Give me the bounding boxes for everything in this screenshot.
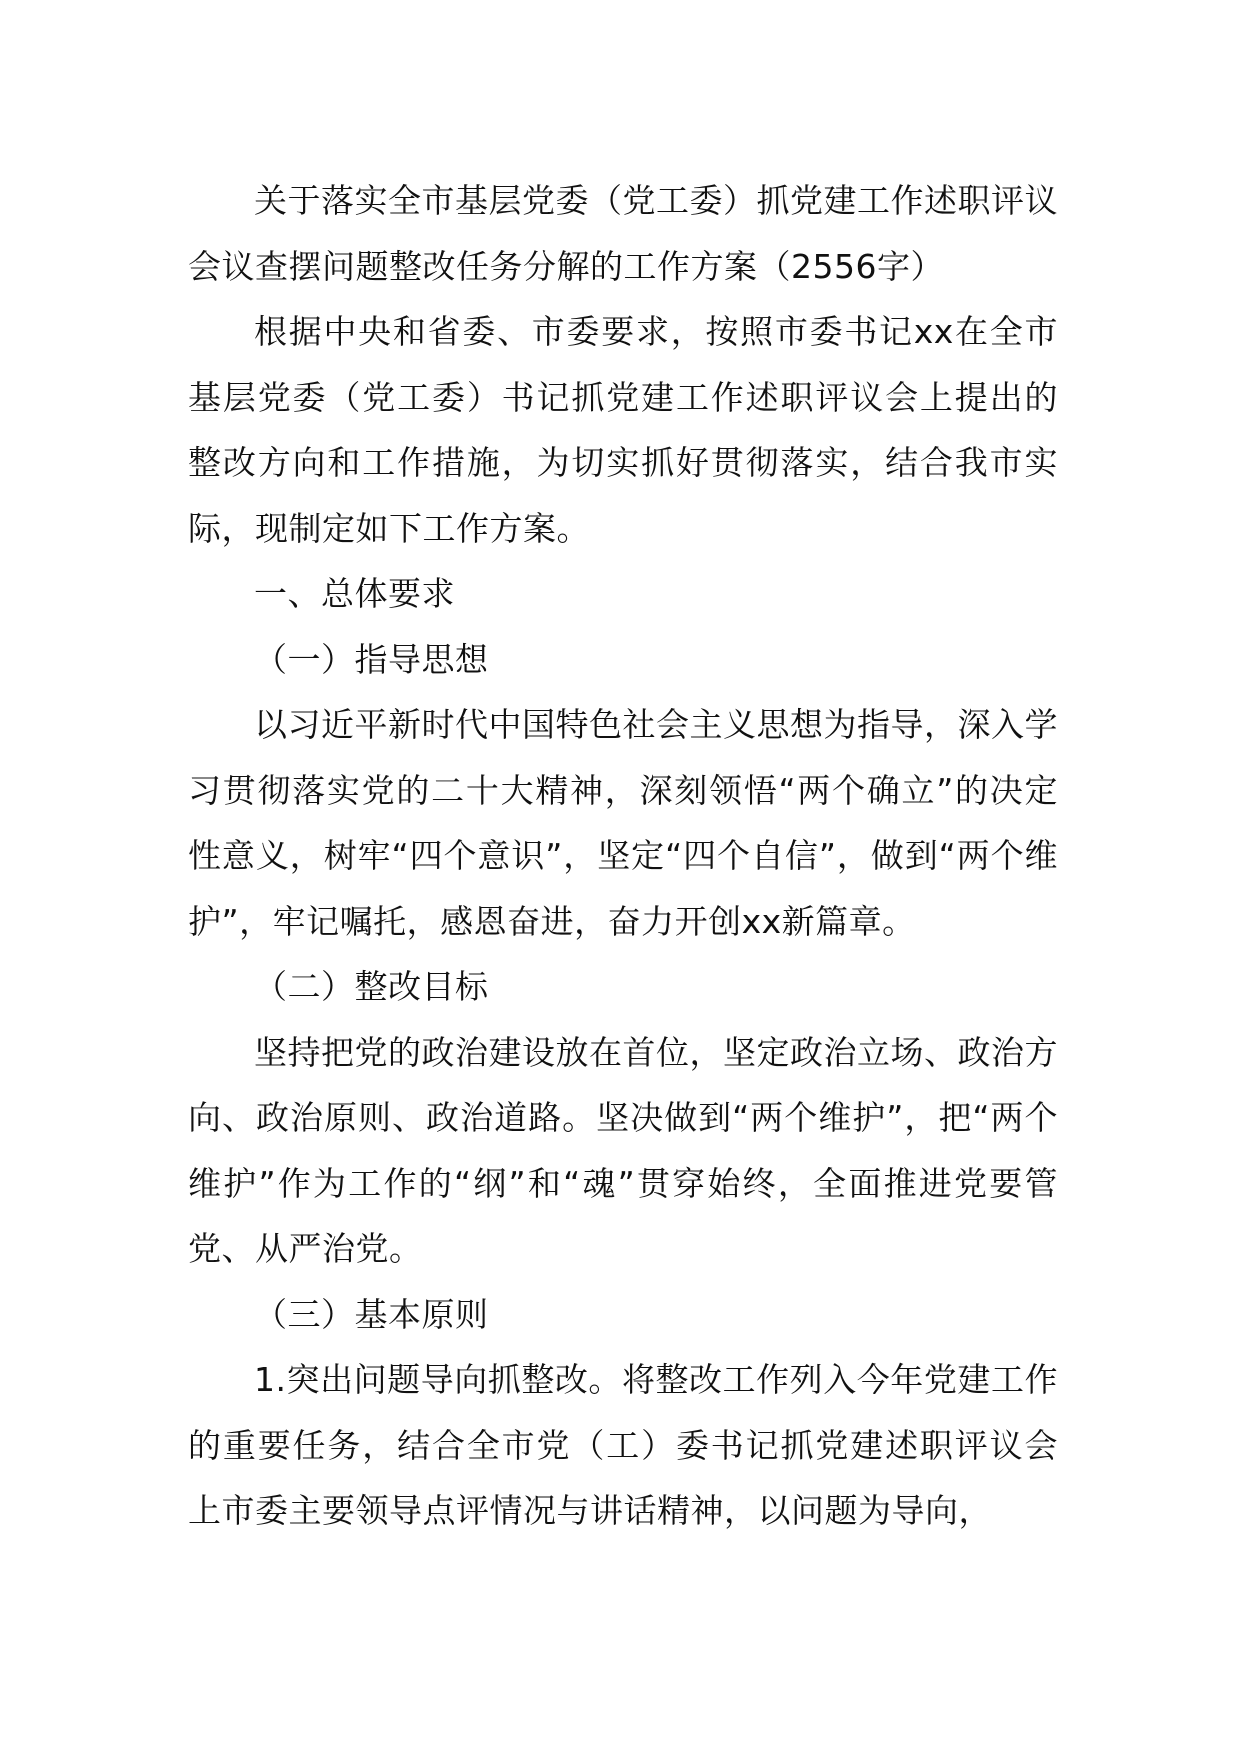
subheading-rectification-goals: （二）整改目标 — [254, 967, 489, 1006]
paragraph-rectification-goals: 坚持把党的政治建设放在首位，坚定政治立场、政治方向、政治原则、政治道路。坚决做到“两个维护”，把“两个维护”作为工作的“纲”和“魂”贯穿始终，全面推进党要管党、从严治党。 — [188, 1032, 1058, 1268]
paragraph-intro: 根据中央和省委、市委要求，按照市委书记xx在全市基层党委（党工委）书记抓党建工作述职评议会上提出的整改方向和工作措施，为切实抓好贯彻落实，结合我市实际，现制定如下工作方案。 — [188, 312, 1058, 548]
section-heading-general-requirements: 一、总体要求 — [254, 574, 455, 613]
paragraph-guiding-ideology: 以习近平新时代中国特色社会主义思想为指导，深入学习贯彻落实党的二十大精神，深刻领悟“两个确立”的决定性意义，树牢“四个意识”，坚定“四个自信”，做到“两个维护”，牢记嘱托，感恩奋进，奋力开创xx新篇章。 — [188, 705, 1058, 941]
document-body — [188, 168, 1058, 1544]
paragraph-principle-1: 1.突出问题导向抓整改。将整改工作列入今年党建工作的重要任务，结合全市党（工）委书记抓党建述职评议会上市委主要领导点评情况与讲话精神，以问题为导向， — [188, 1360, 1058, 1530]
subheading-basic-principles: （三）基本原则 — [254, 1294, 489, 1334]
document-title: 关于落实全市基层党委（党工委）抓党建工作述职评议会议查摆问题整改任务分解的工作方案（2556字） — [188, 181, 1058, 286]
subheading-guiding-ideology: （一）指导思想 — [254, 639, 489, 679]
